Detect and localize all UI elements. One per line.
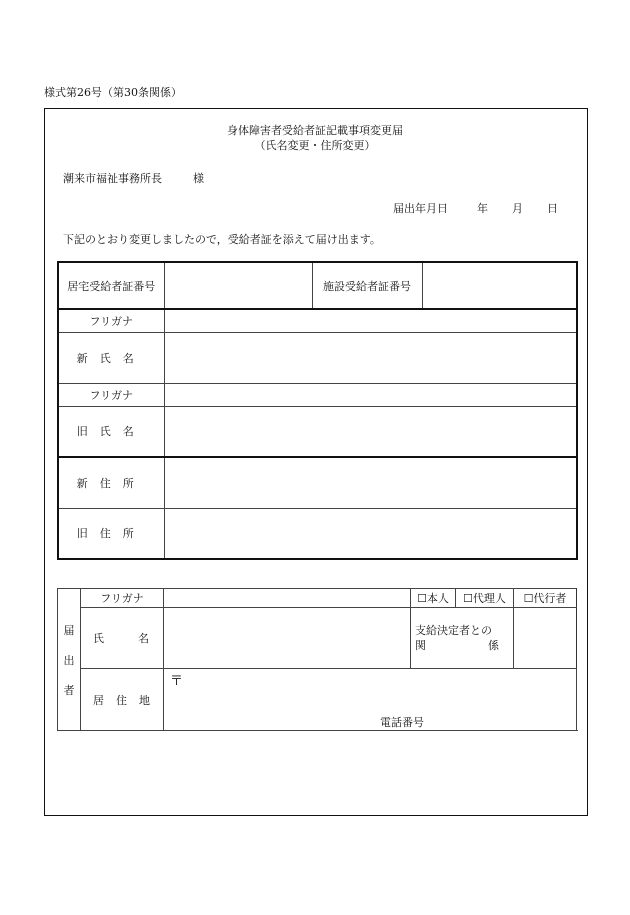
date-year: 年 <box>477 202 488 215</box>
postal-mark: 〒 <box>170 674 184 689</box>
new-address-row <box>58 457 577 508</box>
applicant-furigana-label: フリガナ <box>81 589 164 608</box>
old-name-input[interactable] <box>164 406 577 457</box>
addressee: 潮来市福祉事務所長 <box>63 172 162 185</box>
facility-cert-input[interactable] <box>422 262 577 309</box>
applicant-side-label <box>58 589 81 731</box>
new-name-row <box>58 332 577 383</box>
applicant-name-label: 氏名 <box>93 632 183 645</box>
applicant-address-input[interactable] <box>164 669 577 731</box>
form-subtitle: （氏名変更・住所変更） <box>254 139 376 152</box>
applicant-table <box>57 588 577 731</box>
side-label-char: 出 <box>63 653 75 667</box>
facility-cert-label: 施設受給者証番号 <box>312 262 422 309</box>
relation-char: 係 <box>488 639 499 652</box>
change-table <box>57 261 578 560</box>
new-furigana-row <box>58 309 577 332</box>
new-furigana-input[interactable] <box>164 309 577 332</box>
relation-char: 関 <box>415 639 426 652</box>
relation-line: 支給決定者との <box>415 624 492 637</box>
relation-label <box>411 608 514 669</box>
date-label: 届出年月日 <box>393 202 448 215</box>
old-address-label: 旧住所 <box>76 527 146 541</box>
applicant-address-row <box>58 669 577 731</box>
old-address-input[interactable] <box>164 508 577 559</box>
old-address-row <box>58 508 577 559</box>
applicant-name-row <box>58 608 577 669</box>
date-month: 月 <box>512 202 523 215</box>
new-name-input[interactable] <box>164 332 577 383</box>
side-label-char: 者 <box>63 683 75 697</box>
old-furigana-input[interactable] <box>164 383 577 406</box>
old-furigana-label: フリガナ <box>58 383 164 406</box>
phone-label: 電話番号 <box>380 716 424 729</box>
applicant-address-label: 居住地 <box>93 693 162 707</box>
form-title: 身体障害者受給者証記載事項変更届 <box>227 124 403 137</box>
applicant-furigana-row <box>58 589 577 608</box>
form-id: 様式第26号（第30条関係） <box>44 86 182 99</box>
home-cert-input[interactable] <box>164 262 312 309</box>
side-label-char: 届 <box>63 623 75 637</box>
date-day: 日 <box>547 202 558 215</box>
old-name-row <box>58 406 577 457</box>
old-furigana-row <box>58 383 577 406</box>
honorific: 様 <box>193 172 204 185</box>
new-address-label: 新住所 <box>76 476 146 490</box>
home-cert-label: 居宅受給者証番号 <box>58 262 164 309</box>
opt-agent-checkbox[interactable]: ☐代理人 <box>456 589 514 608</box>
intro-text: 下記のとおり変更しましたので，受給者証を添えて届け出ます。 <box>63 233 381 246</box>
applicant-name-input[interactable] <box>164 608 411 669</box>
applicant-furigana-input[interactable] <box>164 589 411 608</box>
opt-self-checkbox[interactable]: ☐本人 <box>411 589 456 608</box>
cert-number-row <box>58 262 577 309</box>
new-furigana-label: フリガナ <box>58 309 164 332</box>
opt-proxy-checkbox[interactable]: ☐代行者 <box>514 589 577 608</box>
new-address-input[interactable] <box>164 457 577 508</box>
relation-input[interactable] <box>514 608 577 669</box>
new-name-label: 新氏名 <box>76 351 146 365</box>
old-name-label: 旧氏名 <box>76 425 146 439</box>
